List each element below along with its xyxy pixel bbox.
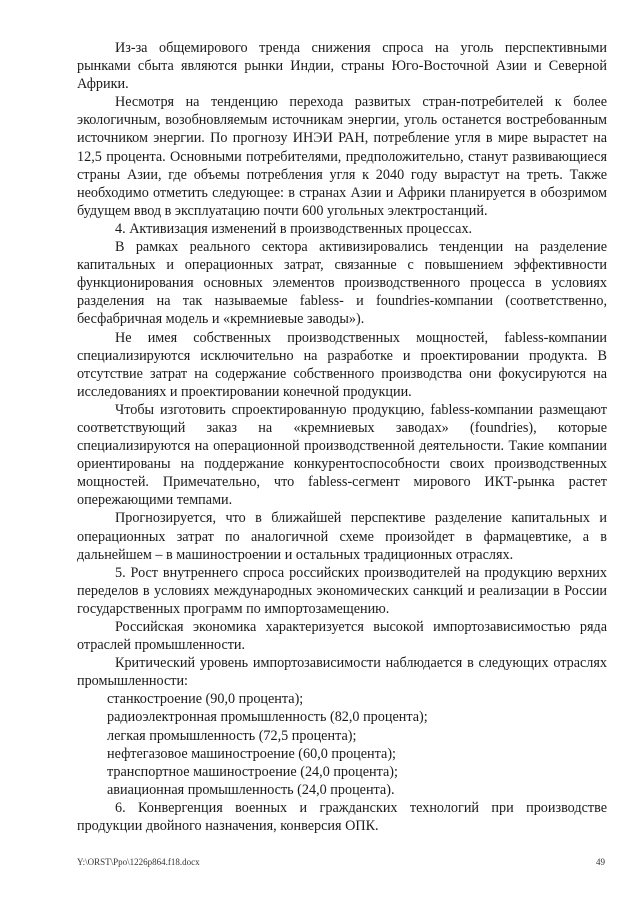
list-item: легкая промышленность (72,5 процента);	[107, 727, 357, 744]
paragraph-fabless-specialization: Не имея собственных производственных мощностей, fabless-компании специализируются исключительно на разработке и проектировании продукта. В отсутствие затрат на содержание собственного производства они фокусируются на исследованиях и проектировании конечной продукции.	[77, 329, 607, 400]
paragraph-forecast-separation: Прогнозируется, что в ближайшей перспективе разделение капитальных и операционных затрат по аналогичной схеме произойдет в фармацевтике, а в дальнейшем – в машиностроении и остальных традиционных отраслях.	[77, 510, 607, 563]
list-item: станкостроение (90,0 процента);	[107, 691, 304, 708]
list-item: нефтегазовое машиностроение (60,0 процента);	[107, 745, 396, 762]
paragraph-heading-4: 4. Активизация изменений в производственных процессах.	[115, 220, 473, 237]
paragraph-import-dependency: Российская экономика характеризуется высокой импортозависимостью ряда отраслей промышленности.	[77, 619, 607, 654]
list-item: авиационная промышленность (24,0 процента).	[107, 781, 395, 798]
paragraph-foundries-orders: Чтобы изготовить спроектированную продукцию, fabless-компании размещают соответствующий заказ на «кремниевых заводах» (foundries), которые специализируются на операционной производственной деятельности. Такие компании ориентированы на поддержание конкурентоспособности своих производственных мощностей. Примечательно, что fabless-сегмент мирового ИКТ-рынка растет опережающими темпами.	[77, 401, 607, 509]
document-body	[77, 39, 607, 835]
paragraph-coal-forecast: Несмотря на тенденцию перехода развитых стран-потребителей к более экологичным, возобновляемым источникам энергии, уголь останется востребованным источником энергии. По прогнозу ИНЭИ РАН, потребление угля в мире вырастет на 12,5 процента. Основными потребителями, предположительно, станут развивающиеся страны Азии, где объемы потребления угля к 2040 году вырастут на треть. Также необходимо отметить следующее: в странах Азии и Африки планируется в обозримом будущем ввод в эксплуатацию почти 600 угольных электростанций.	[77, 94, 607, 219]
paragraph-fabless-foundries: В рамках реального сектора активизировались тенденции на разделение капитальных и операционных затрат, связанные с повышением эффективности функционирования основных элементов производственного процесса в условиях разделения на так называемые fabless- и foundries-компании (соответственно, бесфабричная модель и «кремниевые заводы»).	[77, 239, 607, 328]
paragraph-heading-6: 6. Конвергенция военных и гражданских технологий при производстве продукции двойного назначения, конверсия ОПК.	[77, 799, 607, 835]
list-item: радиоэлектронная промышленность (82,0 процента);	[107, 709, 428, 726]
page-number: 49	[596, 857, 605, 867]
footer-file-path: Y:\ORST\Ppo\1226p864.f18.docx	[77, 857, 200, 867]
paragraph-coal-markets: Из-за общемирового тренда снижения спроса на уголь перспективными рынками сбыта являются рынки Индии, страны Юго-Восточной Азии и Северной Африки.	[77, 40, 607, 93]
list-item: транспортное машиностроение (24,0 процента);	[107, 763, 398, 780]
paragraph-critical-level: Критический уровень импортозависимости наблюдается в следующих отраслях промышленности:	[77, 655, 607, 690]
paragraph-heading-5: 5. Рост внутреннего спроса российских производителей на продукцию верхних переделов в условиях международных экономических санкций и реализации в России государственных программ по импортозамещению.	[77, 564, 607, 617]
